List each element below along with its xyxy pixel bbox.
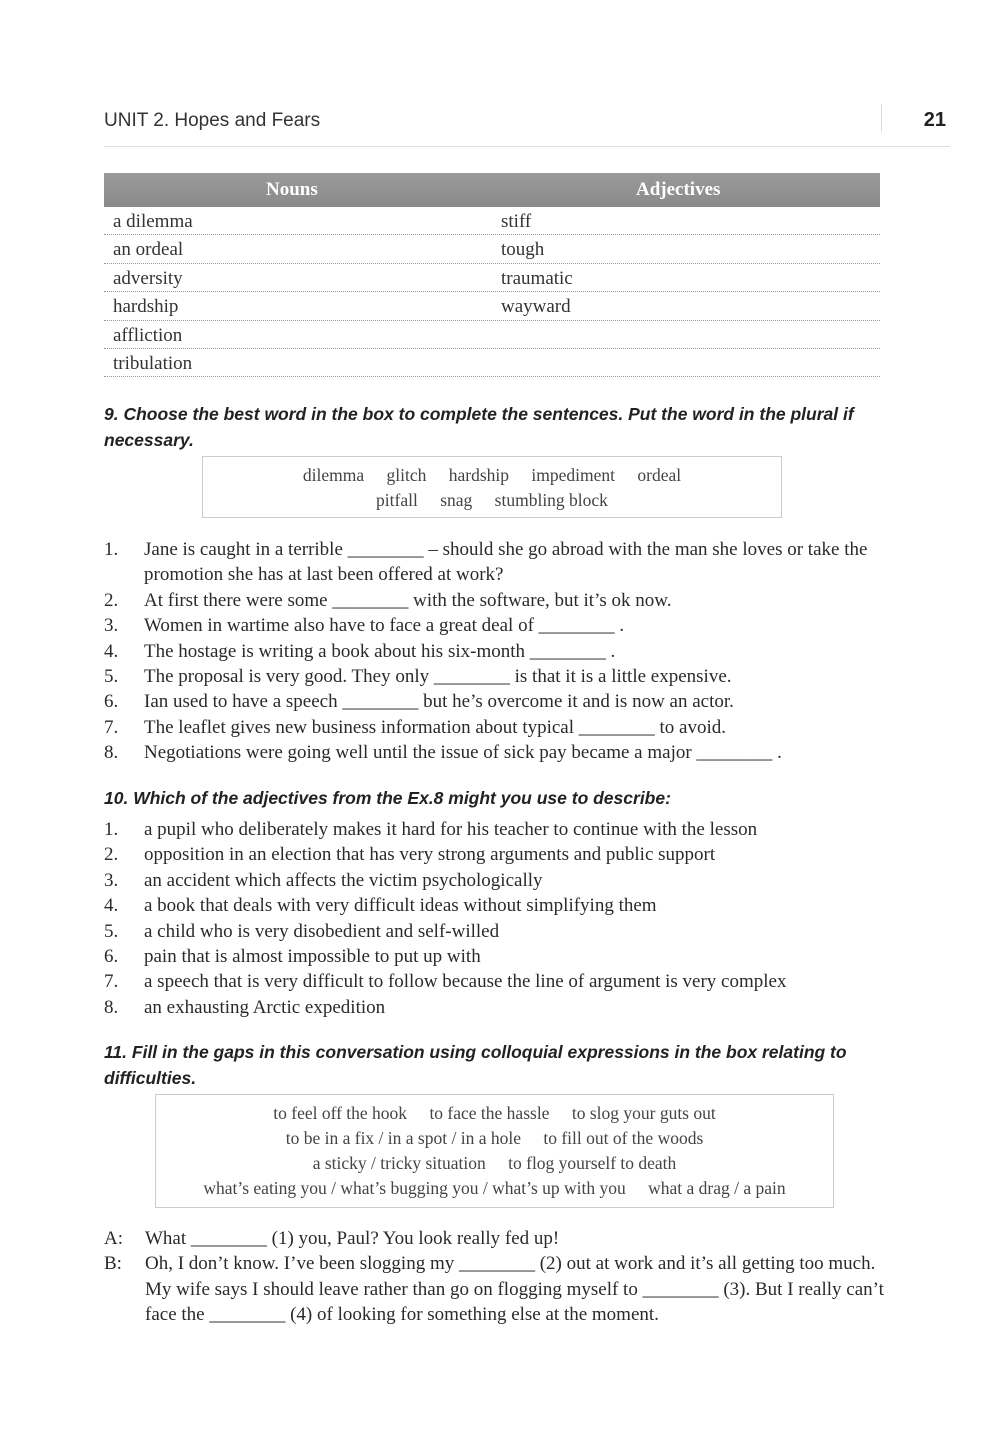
item-number: 7. bbox=[104, 716, 119, 738]
list-item bbox=[104, 613, 894, 638]
item-text: a pupil who deliberately makes it hard for his teacher to continue with the lesson bbox=[144, 819, 758, 840]
adjective-cell: tough bbox=[501, 239, 545, 261]
list-item bbox=[104, 639, 894, 664]
word-box-line bbox=[156, 1176, 833, 1201]
expression-option: to fill out of the woods bbox=[543, 1128, 704, 1148]
item-number: 4. bbox=[104, 895, 119, 917]
exercise-10-instruction: 10. Which of the adjectives from the Ex.8 might you use to describe: bbox=[104, 788, 671, 808]
exercise-11-expression-box bbox=[155, 1094, 834, 1208]
item-text: The hostage is writing a book about his six-month ________ . bbox=[144, 640, 616, 662]
vocabulary-table bbox=[104, 173, 880, 377]
adjective-cell: wayward bbox=[501, 296, 571, 318]
word-box-line bbox=[156, 1101, 833, 1126]
speaker-label: B: bbox=[104, 1253, 122, 1275]
expression-option: to feel off the hook bbox=[273, 1103, 408, 1123]
item-number: 8. bbox=[104, 996, 119, 1018]
item-text: Women in wartime also have to face a great deal of ________ . bbox=[144, 615, 625, 637]
word-option: pitfall bbox=[376, 490, 418, 510]
word-option: impediment bbox=[531, 465, 615, 485]
word-option: snag bbox=[440, 490, 473, 510]
item-number: 4. bbox=[104, 640, 119, 662]
list-item bbox=[104, 944, 894, 969]
noun-cell: an ordeal bbox=[113, 239, 184, 261]
item-number: 1. bbox=[104, 539, 119, 560]
word-option: hardship bbox=[448, 465, 510, 485]
list-item bbox=[104, 842, 894, 867]
noun-cell: a dilemma bbox=[113, 211, 193, 232]
item-number: 2. bbox=[104, 844, 119, 866]
header-separator bbox=[881, 104, 882, 132]
item-text: a book that deals with very difficult ideas without simplifying them bbox=[144, 895, 657, 917]
expression-option: what a drag / a pain bbox=[648, 1178, 786, 1198]
expression-option: to slog your guts out bbox=[571, 1103, 716, 1123]
item-number: 3. bbox=[104, 615, 119, 637]
exercise-11-instruction: 11. Fill in the gaps in this conversation using colloquial expressions in the box relating to difficulties. bbox=[104, 1042, 847, 1088]
speaker-label: A: bbox=[104, 1228, 123, 1249]
item-number: 6. bbox=[104, 946, 119, 968]
list-item bbox=[104, 664, 894, 689]
word-box-line bbox=[156, 1151, 833, 1176]
nouns-column-header: Nouns bbox=[266, 179, 318, 200]
list-item bbox=[104, 893, 894, 918]
item-text: Ian used to have a speech ________ but he’s overcome it and is now an actor. bbox=[144, 691, 734, 713]
list-item bbox=[104, 919, 894, 944]
list-item bbox=[104, 715, 894, 740]
expression-option: to face the hassle bbox=[429, 1103, 550, 1123]
noun-cell: affliction bbox=[113, 324, 183, 346]
table-row bbox=[104, 235, 880, 263]
exercise-9-word-box bbox=[202, 456, 782, 518]
adjective-cell: traumatic bbox=[501, 267, 573, 289]
item-number: 7. bbox=[104, 971, 119, 993]
list-item bbox=[104, 689, 894, 714]
expression-option: to be in a fix / in a spot / in a hole bbox=[285, 1128, 521, 1148]
item-text: a child who is very disobedient and self-willed bbox=[144, 920, 500, 942]
item-text: At first there were some ________ with the software, but it’s ok now. bbox=[144, 589, 672, 611]
exercise-9-instruction: 9. Choose the best word in the box to complete the sentences. Put the word in the plural if necessary. bbox=[104, 404, 854, 450]
item-number: 2. bbox=[104, 589, 119, 611]
expression-option: what’s eating you / what’s bugging you / what’s up with you bbox=[203, 1178, 626, 1198]
item-number: 3. bbox=[104, 869, 119, 891]
noun-cell: tribulation bbox=[113, 352, 193, 374]
item-text: an exhausting Arctic expedition bbox=[144, 996, 386, 1018]
item-text: Jane is caught in a terrible ________ – should she go abroad with the man she loves or take the promotion she has at last been offered at work? bbox=[144, 539, 868, 586]
header-divider bbox=[104, 146, 950, 147]
item-text: a speech that is very difficult to follow because the line of argument is very complex bbox=[144, 971, 787, 993]
item-number: 8. bbox=[104, 742, 119, 764]
exercise-9-sentences bbox=[104, 537, 894, 766]
noun-cell: hardship bbox=[113, 296, 179, 318]
list-item bbox=[104, 537, 894, 588]
dialogue-turn bbox=[104, 1251, 894, 1327]
exercise-11-dialogue bbox=[104, 1226, 894, 1328]
list-item bbox=[104, 868, 894, 893]
adjectives-column-header: Adjectives bbox=[636, 179, 721, 200]
dialogue-text: What ________ (1) you, Paul? You look really fed up! bbox=[145, 1228, 560, 1249]
item-number: 1. bbox=[104, 819, 119, 840]
word-option: dilemma bbox=[302, 465, 365, 485]
word-box-line bbox=[203, 488, 781, 513]
word-option: glitch bbox=[386, 465, 427, 485]
table-row bbox=[104, 207, 880, 235]
list-item bbox=[104, 995, 894, 1020]
item-text: Negotiations were going well until the issue of sick pay became a major ________ . bbox=[144, 742, 782, 764]
table-row bbox=[104, 321, 880, 349]
item-text: The proposal is very good. They only ________ is that it is a little expensive. bbox=[144, 666, 732, 688]
word-option: ordeal bbox=[637, 465, 682, 485]
list-item bbox=[104, 740, 894, 765]
item-text: an accident which affects the victim psychologically bbox=[144, 869, 543, 891]
item-number: 6. bbox=[104, 691, 119, 713]
list-item bbox=[104, 588, 894, 613]
table-header bbox=[104, 173, 880, 207]
item-text: pain that is almost impossible to put up with bbox=[144, 946, 481, 968]
item-number: 5. bbox=[104, 920, 119, 942]
expression-option: to flog yourself to death bbox=[508, 1153, 677, 1173]
table-row bbox=[104, 349, 880, 377]
item-text: opposition in an election that has very strong arguments and public support bbox=[144, 844, 716, 866]
word-box-line bbox=[203, 463, 781, 488]
noun-cell: adversity bbox=[113, 267, 183, 289]
table-row bbox=[104, 292, 880, 320]
item-number: 5. bbox=[104, 666, 119, 688]
exercise-10-items bbox=[104, 817, 894, 1020]
word-option: stumbling block bbox=[494, 490, 608, 510]
list-item bbox=[104, 969, 894, 994]
expression-option: a sticky / tricky situation bbox=[312, 1153, 486, 1173]
page-number: 21 bbox=[923, 109, 946, 131]
unit-title: UNIT 2. Hopes and Fears bbox=[104, 110, 321, 131]
adjective-cell: stiff bbox=[501, 211, 532, 232]
list-item bbox=[104, 817, 894, 842]
table-row bbox=[104, 264, 880, 292]
dialogue-turn bbox=[104, 1226, 894, 1251]
dialogue-text: Oh, I don’t know. I’ve been slogging my ________ (2) out at work and it’s all getting too much. My wife says I should leave rather than go on flogging myself to ________ (3). But I really can’t face the ________ (4) of looking for something else at the moment. bbox=[145, 1253, 884, 1326]
word-box-line bbox=[156, 1126, 833, 1151]
item-text: The leaflet gives new business information about typical ________ to avoid. bbox=[144, 716, 727, 738]
